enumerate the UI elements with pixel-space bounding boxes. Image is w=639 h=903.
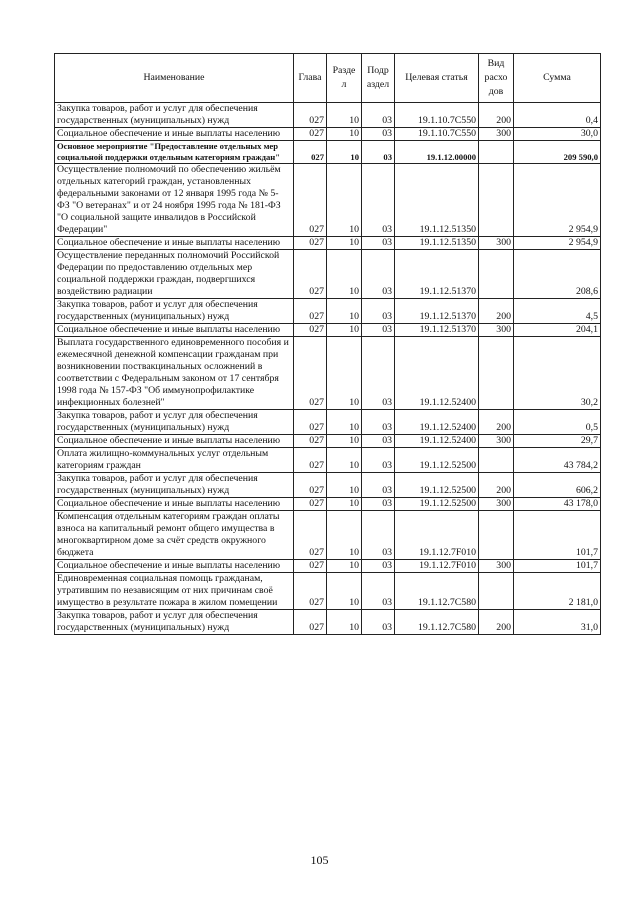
cell-article: 19.1.12.51370 — [395, 250, 479, 299]
cell-glava: 027 — [294, 573, 327, 610]
cell-sum: 101,7 — [514, 560, 601, 573]
cell-glava: 027 — [294, 448, 327, 473]
cell-name: Социальное обеспечение и иные выплаты населению — [55, 324, 294, 337]
cell-podrazdel: 03 — [362, 498, 395, 511]
cell-glava: 027 — [294, 128, 327, 141]
table-row — [55, 473, 601, 498]
cell-podrazdel: 03 — [362, 128, 395, 141]
cell-razdel: 10 — [327, 324, 362, 337]
cell-sum: 209 590,0 — [514, 141, 601, 164]
cell-glava: 027 — [294, 498, 327, 511]
cell-name: Закупка товаров, работ и услуг для обеспечения государственных (муниципальных) нужд — [55, 473, 294, 498]
table-row — [55, 435, 601, 448]
table-row — [55, 250, 601, 299]
cell-razdel: 10 — [327, 250, 362, 299]
cell-razdel: 10 — [327, 103, 362, 128]
cell-sum: 43 178,0 — [514, 498, 601, 511]
cell-name: Социальное обеспечение и иные выплаты населению — [55, 128, 294, 141]
cell-glava: 027 — [294, 299, 327, 324]
cell-vid: 300 — [479, 560, 514, 573]
cell-vid — [479, 573, 514, 610]
cell-article: 19.1.12.51350 — [395, 237, 479, 250]
cell-vid — [479, 448, 514, 473]
header-sum: Сумма — [514, 54, 601, 103]
cell-razdel: 10 — [327, 573, 362, 610]
cell-sum: 2 181,0 — [514, 573, 601, 610]
cell-glava: 027 — [294, 610, 327, 635]
cell-vid — [479, 250, 514, 299]
cell-razdel: 10 — [327, 128, 362, 141]
cell-article: 19.1.12.7F010 — [395, 511, 479, 560]
cell-name: Осуществление переданных полномочий Российской Федерации по предоставлению отдельных мер социальной поддержки граждан, подвергшихся воздействию радиации — [55, 250, 294, 299]
cell-article: 19.1.12.52400 — [395, 410, 479, 435]
cell-article: 19.1.12.52500 — [395, 498, 479, 511]
table-row — [55, 448, 601, 473]
cell-name: Социальное обеспечение и иные выплаты населению — [55, 498, 294, 511]
table-body — [55, 103, 601, 635]
cell-article: 19.1.12.7С580 — [395, 610, 479, 635]
cell-glava: 027 — [294, 250, 327, 299]
cell-razdel: 10 — [327, 473, 362, 498]
header-vid: Вид расхо дов — [479, 54, 514, 103]
cell-name: Закупка товаров, работ и услуг для обеспечения государственных (муниципальных) нужд — [55, 610, 294, 635]
cell-razdel: 10 — [327, 410, 362, 435]
cell-vid: 200 — [479, 103, 514, 128]
table-row — [55, 141, 601, 164]
table-row — [55, 511, 601, 560]
cell-razdel: 10 — [327, 448, 362, 473]
cell-vid: 200 — [479, 410, 514, 435]
table-row — [55, 560, 601, 573]
cell-name: Закупка товаров, работ и услуг для обеспечения государственных (муниципальных) нужд — [55, 410, 294, 435]
cell-podrazdel: 03 — [362, 103, 395, 128]
cell-razdel: 10 — [327, 560, 362, 573]
cell-name: Социальное обеспечение и иные выплаты населению — [55, 435, 294, 448]
cell-name: Осуществление полномочий по обеспечению жильём отдельных категорий граждан, установленных федеральными законами от 12 января 1995 года № 5-ФЗ "О ветеранах" и от 24 ноября 1995 года № 181-ФЗ "О социальной защите инвалидов в Российской Федерации" — [55, 164, 294, 237]
cell-vid: 300 — [479, 324, 514, 337]
cell-article: 19.1.12.51350 — [395, 164, 479, 237]
cell-podrazdel: 03 — [362, 237, 395, 250]
cell-name: Компенсация отдельным категориям граждан оплаты взноса на капитальный ремонт общего имущества в многоквартирном доме за счёт средств окружного бюджета — [55, 511, 294, 560]
cell-sum: 30,0 — [514, 128, 601, 141]
cell-podrazdel: 03 — [362, 141, 395, 164]
cell-razdel: 10 — [327, 511, 362, 560]
cell-razdel: 10 — [327, 435, 362, 448]
cell-vid: 300 — [479, 128, 514, 141]
cell-glava: 027 — [294, 103, 327, 128]
cell-razdel: 10 — [327, 299, 362, 324]
cell-sum: 208,6 — [514, 250, 601, 299]
header-name: Наименование — [55, 54, 294, 103]
cell-vid — [479, 337, 514, 410]
header-podrazdel: Подр аздел — [362, 54, 395, 103]
cell-article: 19.1.12.51370 — [395, 299, 479, 324]
cell-podrazdel: 03 — [362, 324, 395, 337]
cell-vid — [479, 164, 514, 237]
cell-glava: 027 — [294, 435, 327, 448]
table-row — [55, 410, 601, 435]
cell-sum: 606,2 — [514, 473, 601, 498]
cell-name: Выплата государственного единовременного пособия и ежемесячной денежной компенсации гражданам при возникновении поствакцинальных осложнений в соответствии с Федеральным законом от 17 сентября 1998 года № 157-ФЗ "Об иммунопрофилактике инфекционных болезней" — [55, 337, 294, 410]
cell-article: 19.1.12.7F010 — [395, 560, 479, 573]
cell-razdel: 10 — [327, 164, 362, 237]
cell-podrazdel: 03 — [362, 560, 395, 573]
cell-podrazdel: 03 — [362, 448, 395, 473]
cell-glava: 027 — [294, 164, 327, 237]
cell-vid — [479, 511, 514, 560]
cell-sum: 43 784,2 — [514, 448, 601, 473]
cell-sum: 2 954,9 — [514, 237, 601, 250]
budget-table — [54, 53, 601, 635]
table-row — [55, 610, 601, 635]
cell-podrazdel: 03 — [362, 164, 395, 237]
table-row — [55, 324, 601, 337]
table-row — [55, 573, 601, 610]
cell-vid — [479, 141, 514, 164]
cell-name: Основное мероприятие "Предоставление отдельных мер социальной поддержки отдельным категориям граждан" — [55, 141, 294, 164]
cell-vid: 300 — [479, 237, 514, 250]
header-razdel: Разде л — [327, 54, 362, 103]
cell-sum: 0,4 — [514, 103, 601, 128]
cell-glava: 027 — [294, 141, 327, 164]
cell-razdel: 10 — [327, 237, 362, 250]
cell-article: 19.1.12.52500 — [395, 473, 479, 498]
cell-sum: 29,7 — [514, 435, 601, 448]
cell-vid: 300 — [479, 435, 514, 448]
cell-name: Социальное обеспечение и иные выплаты населению — [55, 237, 294, 250]
cell-article: 19.1.12.7С580 — [395, 573, 479, 610]
cell-sum: 4,5 — [514, 299, 601, 324]
page-number: 105 — [310, 853, 329, 867]
cell-name: Единовременная социальная помощь гражданам, утратившим по независящим от них причинам своё имущество в результате пожара в жилом помещении — [55, 573, 294, 610]
header-glava: Глава — [294, 54, 327, 103]
cell-sum: 2 954,9 — [514, 164, 601, 237]
cell-sum: 204,1 — [514, 324, 601, 337]
cell-article: 19.1.12.52400 — [395, 337, 479, 410]
cell-razdel: 10 — [327, 337, 362, 410]
cell-name: Оплата жилищно-коммунальных услуг отдельным категориям граждан — [55, 448, 294, 473]
cell-article: 19.1.12.52500 — [395, 448, 479, 473]
cell-glava: 027 — [294, 237, 327, 250]
table-row — [55, 128, 601, 141]
table-header-row — [55, 54, 601, 103]
cell-glava: 027 — [294, 324, 327, 337]
table-row — [55, 299, 601, 324]
table-row — [55, 103, 601, 128]
cell-vid: 300 — [479, 498, 514, 511]
cell-sum: 30,2 — [514, 337, 601, 410]
cell-glava: 027 — [294, 511, 327, 560]
cell-vid: 200 — [479, 473, 514, 498]
cell-name: Социальное обеспечение и иные выплаты населению — [55, 560, 294, 573]
cell-name: Закупка товаров, работ и услуг для обеспечения государственных (муниципальных) нужд — [55, 299, 294, 324]
cell-vid: 200 — [479, 299, 514, 324]
cell-glava: 027 — [294, 560, 327, 573]
cell-glava: 027 — [294, 410, 327, 435]
cell-podrazdel: 03 — [362, 610, 395, 635]
cell-podrazdel: 03 — [362, 573, 395, 610]
cell-podrazdel: 03 — [362, 250, 395, 299]
cell-razdel: 10 — [327, 610, 362, 635]
cell-sum: 101,7 — [514, 511, 601, 560]
cell-podrazdel: 03 — [362, 410, 395, 435]
cell-podrazdel: 03 — [362, 511, 395, 560]
cell-podrazdel: 03 — [362, 337, 395, 410]
table-row — [55, 498, 601, 511]
header-article: Целевая статья — [395, 54, 479, 103]
cell-article: 19.1.10.7С550 — [395, 103, 479, 128]
cell-article: 19.1.12.52400 — [395, 435, 479, 448]
cell-podrazdel: 03 — [362, 473, 395, 498]
cell-sum: 0,5 — [514, 410, 601, 435]
cell-razdel: 10 — [327, 498, 362, 511]
table-row — [55, 237, 601, 250]
cell-article: 19.1.12.51370 — [395, 324, 479, 337]
cell-name: Закупка товаров, работ и услуг для обеспечения государственных (муниципальных) нужд — [55, 103, 294, 128]
table-row — [55, 164, 601, 237]
cell-vid: 200 — [479, 610, 514, 635]
cell-podrazdel: 03 — [362, 299, 395, 324]
cell-article: 19.1.10.7С550 — [395, 128, 479, 141]
table-row — [55, 337, 601, 410]
cell-glava: 027 — [294, 337, 327, 410]
cell-razdel: 10 — [327, 141, 362, 164]
cell-article: 19.1.12.00000 — [395, 141, 479, 164]
cell-podrazdel: 03 — [362, 435, 395, 448]
cell-sum: 31,0 — [514, 610, 601, 635]
cell-glava: 027 — [294, 473, 327, 498]
